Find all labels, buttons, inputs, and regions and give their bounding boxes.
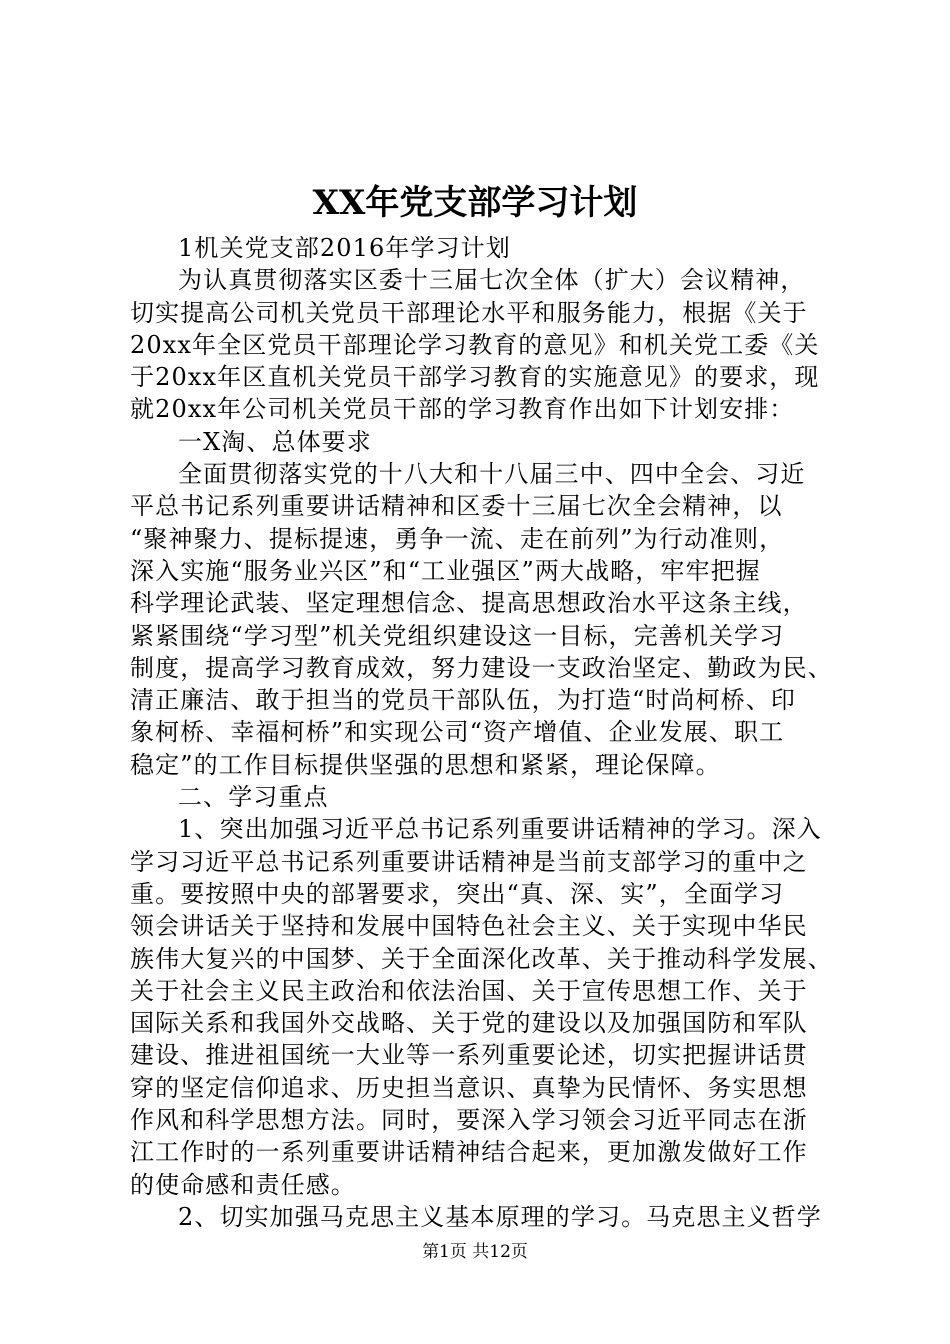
- text-line: 20xx年全区党员干部理论学习教育的意见》和机关党工委《关: [130, 330, 820, 359]
- text-line: 全面贯彻落实党的十八大和十八届三中、四中全会、习近: [178, 460, 806, 489]
- text-line: 制度，提高学习教育成效，努力建设一支政治坚定、勤政为民、: [130, 653, 833, 682]
- text-line: 于20xx年区直机关党员干部学习教育的实施意见》的要求，现: [130, 363, 820, 392]
- document-body: [130, 232, 833, 1233]
- text-line: 国际关系和我国外交战略、关于党的建设以及加强国防和军队: [130, 1009, 808, 1038]
- section-heading: 一X淘、总体要求: [178, 427, 372, 456]
- section-heading: 二、学习重点: [178, 783, 329, 812]
- text-line: 清正廉洁、敢于担当的党员干部队伍，为打造“时尚柯桥、印: [130, 686, 796, 715]
- text-line: 紧紧围绕“学习型”机关党组织建设这一目标，完善机关学习: [130, 621, 785, 650]
- text-line: 的使命感和责任感。: [130, 1170, 356, 1199]
- document-title: XX年党支部学习计划: [312, 183, 638, 223]
- text-line: “聚神聚力、提标提速，勇争一流、走在前列”为行动准则，: [130, 524, 785, 553]
- text-line: 为认真贯彻落实区委十三届七次全体（扩大）会议精神，: [178, 266, 806, 295]
- text-line: 科学理论武装、坚定理想信念、提高思想政治水平这条主线，: [130, 589, 808, 618]
- page-footer: 第1页 共12页: [422, 1242, 528, 1262]
- text-line: 就20xx年公司机关党员干部的学习教育作出如下计划安排：: [130, 395, 795, 424]
- text-line: 建设、推进祖国统一大业等一系列重要论述，切实把握讲话贯: [130, 1041, 808, 1070]
- text-line: 重。要按照中央的部署要求，突出“真、深、实”，全面学习: [130, 879, 785, 908]
- text-line: 切实提高公司机关党员干部理论水平和服务能力，根据《关于: [130, 298, 808, 327]
- text-line: 深入实施“服务业兴区”和“工业强区”两大战略，牢牢把握: [130, 556, 761, 585]
- text-line: 2、切实加强马克思主义基本原理的学习。马克思主义哲学: [178, 1202, 822, 1231]
- text-line: 关于社会主义民主政治和依法治国、关于宣传思想工作、关于: [130, 976, 808, 1005]
- text-line: 江工作时的一系列重要讲话精神结合起来，更加激发做好工作: [130, 1138, 808, 1167]
- text-line: 1机关党支部2016年学习计划: [178, 234, 511, 262]
- text-line: 族伟大复兴的中国梦、关于全面深化改革、关于推动科学发展、: [130, 944, 833, 973]
- text-line: 1、突出加强习近平总书记系列重要讲话精神的学习。深入: [178, 815, 822, 844]
- text-line: 作风和科学思想方法。同时，要深入学习领会习近平同志在浙: [130, 1106, 808, 1135]
- text-line: 稳定”的工作目标提供坚强的思想和紧紧，理论保障。: [130, 750, 721, 779]
- text-line: 穿的坚定信仰追求、历史担当意识、真挚为民情怀、务实思想: [130, 1073, 808, 1102]
- text-line: 平总书记系列重要讲话精神和区委十三届七次全会精神，以: [130, 492, 783, 521]
- text-line: 领会讲话关于坚持和发展中国特色社会主义、关于实现中华民: [130, 912, 808, 941]
- text-line: 象柯桥、幸福柯桥”和实现公司“资产增值、企业发展、职工: [130, 718, 785, 747]
- text-line: 学习习近平总书记系列重要讲话精神是当前支部学习的重中之: [130, 847, 808, 876]
